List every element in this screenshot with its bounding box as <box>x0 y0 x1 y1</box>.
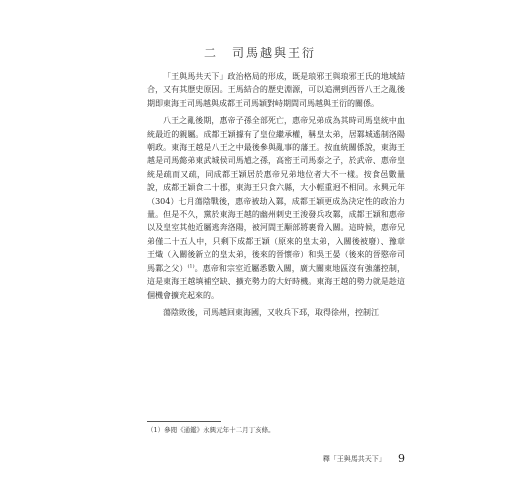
footnote: （1）參閱《通鑑》永興元年十二月丁亥條。 <box>147 426 275 434</box>
paragraph-1: 「王與馬共天下」政治格局的形成，既是琅邪王與琅邪王氏的地域結合，又有其歷史原因。王馬結合的歷史淵源，可以追溯到西晉八王之亂後期即東海王司馬越與成都王司馬穎對峙期間司馬越與王衍的關係。 <box>147 72 405 108</box>
page-number: 9 <box>398 452 405 465</box>
paragraph-2-continuation: 。惠帝和宗室近屬悉數入關，廣大關東地區沒有強藩控制，這是東海王越填補空缺、擴充勢力的大好時機。東海王越的勢力就是趁這個機會擴充起來的。 <box>147 263 405 300</box>
paragraph-2-text: 八王之亂後期，惠帝子孫全部死亡，惠帝兄弟成為其時司馬皇統中血統最近的親屬。成都王穎據有了皇位繼承權，稱皇太弟，居鄴城遙制洛陽朝政。東海王越是八王之中最後參與亂事的藩王。按血統關係說，東海王越是司馬懿弟東武城侯司馬馗之孫，高密王司馬泰之子，於武帝、惠帝皇統是疏而又疏，同成都王穎居於惠帝兄弟地位者大不一樣。按食邑數量說，成都王穎食二十郡，東海王只食六縣，大小輕重迥不相同。永興元年（304）七月蕩陰戰後，惠帝被劫入鄴，成都王穎更成為決定性的政治力量。但是不久，黨於東海王越的幽州刺史王浚發兵攻鄴，成都王穎和惠帝以及皇室其他近屬逃奔洛陽，被河間王顒部將裹脅入關。這時候，惠帝兄弟僅二十五人中，只剩下成都王穎（原來的皇太弟，入關後被廢）、豫章王熾（入關後新立的皇太弟，後來的晉懷帝）和吳王晏（後來的晉愍帝司馬鄴之父） <box>147 116 405 273</box>
paragraph-3: 蕩陰敗後，司馬越回東海國，又收兵下邳，取得徐州，控制江 <box>163 307 379 317</box>
running-head: 釋「王與馬共天下」 <box>322 454 386 463</box>
footnote-marker[interactable]: (1) <box>187 263 195 270</box>
footnote-divider <box>147 421 221 422</box>
paragraph-2 <box>147 114 405 302</box>
body-text <box>147 70 405 323</box>
section-title: 二 司馬越與王衍 <box>203 46 316 60</box>
page-footer <box>147 452 405 466</box>
